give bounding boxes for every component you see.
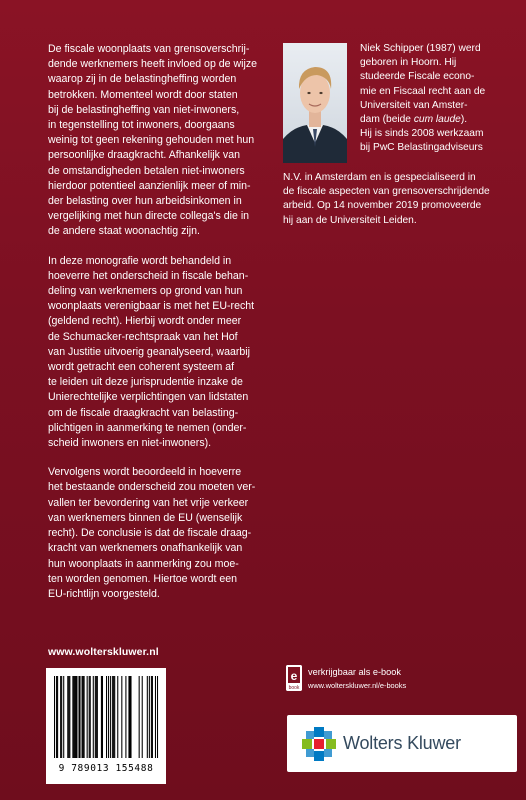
blurb-line: Unierechtelijke verplichtingen van lidstaten [48,391,249,404]
barcode-bar [157,676,158,758]
blurb-line: kracht van werknemers onafhankelijk van [48,542,243,555]
barcode-bar [60,676,61,758]
barcode-bar [102,676,103,758]
bio-line: Niek Schipper (1987) werd [360,43,481,54]
blurb-line: van Justitie uitvoerig geanalyseerd, waarbij [48,345,250,358]
barcode-bar [101,676,102,758]
blurb-line: vallen ter bevordering van het vrije verkeer [48,496,249,509]
blurb-line: plichtigen in aanmerking te nemen (onder- [48,421,247,434]
barcode-bar [87,676,88,758]
bio-line: de fiscale aspecten van grensoverschrijdende [283,186,490,198]
ebook-icon-graphic [286,665,302,691]
barcode-bar [75,676,76,758]
barcode-bar [129,676,130,758]
barcode-bar [155,676,156,758]
barcode-bar [90,676,91,758]
blurb-line: hoeverre het onderscheid in fiscale behan- [48,269,249,282]
bio-text: dam (beide [360,114,414,126]
barcode-bar [139,676,140,758]
blurb-line: van werknemers binnen de EU (wenselijk [48,511,243,524]
blurb-line: deling van werknemers op grond van hun [48,285,243,298]
blurb-line: Vervolgens wordt beoordeeld in hoeverre [48,466,242,479]
author-bio-continued [283,171,517,228]
blurb-line: in tegenstelling tot inwoners, doorgaans [48,119,235,132]
blurb-line: hierdoor potentieel aanzienlijk meer of min- [48,179,251,192]
barcode-bar [69,676,70,758]
blurb-line: om de fiscale draagkracht van belasting- [48,406,239,419]
bio-text: ). [460,114,468,126]
bio-line: hij aan de Universiteit Leiden. [283,214,417,226]
barcode-bar [130,676,131,758]
barcode-bar [149,676,150,758]
barcode-bar [112,676,113,758]
blurb [48,42,270,616]
publisher-website: www.wolterskluwer.nl [48,646,159,658]
barcode-bar [84,676,85,758]
bio-italic: cum laude [413,114,461,126]
barcode-bar [106,676,107,758]
author-bio [360,42,510,156]
bio-line-degree [360,113,510,127]
publisher-name: Wolters Kluwer [343,733,461,753]
barcode-bar [72,676,73,758]
blurb-line: het bestaande onderscheid zou moeten ver- [48,481,256,494]
blurb-line: weinig tot geen rekening gehouden met hun [48,134,255,147]
barcode-bar [57,676,58,758]
barcode-bar [79,676,80,758]
blurb-line: (geldend recht). Hierbij wordt onder meer [48,315,242,328]
barcode-bar [61,676,62,758]
barcode-bar [152,676,153,758]
barcode-graphic [46,668,166,764]
barcode-bar [89,676,90,758]
barcode-bar [114,676,115,758]
ebook-availability: verkrijgbaar als e-book [308,667,401,677]
bio-line: studeerde Fiscale econo- [360,71,475,83]
blurb-line: In deze monografie wordt behandeld in [48,254,232,267]
barcode-bar [125,676,126,758]
bio-line: Hij is sinds 2008 werkzaam [360,128,484,140]
bio-line: arbeid. Op 14 november 2019 promoveerde [283,200,482,212]
barcode-bar [151,676,152,758]
barcode-bar [128,676,129,758]
blurb-line: dende werknemers heeft invloed op de wijze [48,58,258,71]
barcode-bar [142,676,143,758]
wolters-kluwer-logo-icon [301,726,337,762]
ebook-icon [286,665,302,691]
bio-line: Universiteit van Amster- [360,99,468,111]
barcode-bar [74,676,75,758]
barcode-bar [110,676,111,758]
blurb-paragraph-2 [48,254,270,452]
barcode-bar [113,676,114,758]
isbn-number: 9 789013 155488 [58,763,154,774]
blurb-line: scheid inwoners en niet-inwoners). [48,437,212,450]
barcode-bar [97,676,98,758]
barcode-bar [117,676,118,758]
blurb-line: hun woonplaats in aanmerking zou moe- [48,557,239,570]
barcode-bar [108,676,109,758]
barcode-bar [78,676,79,758]
barcode-bar [93,676,94,758]
ebook-icon-sublabel: book [288,685,300,691]
blurb-line: betrokken. Momenteel wordt door staten [48,88,238,101]
blurb-line: der belasting over hun arbeidsinkomen in [48,195,242,208]
blurb-line: ten worden genomen. Hiertoe wordt een [48,572,238,585]
barcode-bar [67,676,68,758]
blurb-line: wordt getracht een coherent systeem af [48,361,235,374]
barcode-bar [73,676,74,758]
bio-line: mie en Fiscaal recht aan de [360,85,486,97]
blurb-line: persoonlijke draagkracht. Afhankelijk van [48,149,240,162]
barcode-bar [63,676,64,758]
barcode-bar [83,676,84,758]
barcode-bar [96,676,97,758]
barcode-bar [147,676,148,758]
blurb-line: te leiden uit deze jurisprudentie inzake de [48,376,243,389]
blurb-line: EU-richtlijn voorgesteld. [48,587,160,600]
blurb-line: de Schumacker-rechtspraak van het Hof [48,330,238,343]
blurb-line: vergelijking met hun directe collega's die in [48,210,250,223]
blurb-line: bij de belastingheffing van niet-inwoners, [48,103,240,116]
barcode-bar [56,676,57,758]
barcode-bar [76,676,77,758]
author-portrait-image [283,43,347,163]
ebook-url: www.wolterskluwer.nl/e-books [308,681,407,690]
barcode-bar [82,676,83,758]
ebook-icon-letter: e [290,669,298,683]
barcode-bar [68,676,69,758]
blurb-line: de omstandigheden betalen niet-inwoners [48,164,245,177]
blurb-line: de andere staat woonachtig zijn. [48,225,200,238]
isbn-barcode [46,668,166,784]
author-photo [283,43,347,163]
bio-line: bij PwC Belastingadviseurs [360,142,483,154]
bio-line: N.V. in Amsterdam en is gespecialiseerd in [283,172,476,183]
publisher-logo-box [287,715,517,772]
blurb-line: woonplaats verenigbaar is met het EU-recht [48,300,255,313]
barcode-bar [54,676,55,758]
barcode-bar [121,676,122,758]
blurb-line: De fiscale woonplaats van grensoverschrij- [48,43,250,55]
blurb-paragraph-3 [48,465,270,602]
blurb-line: recht). De conclusie is dat de fiscale draag- [48,527,252,540]
barcode-bar [95,676,96,758]
bio-line: geboren in Hoorn. Hij [360,57,457,69]
blurb-paragraph-1 [48,42,270,240]
blurb-line: waarop zij in de belastingheffing worden [48,73,237,86]
